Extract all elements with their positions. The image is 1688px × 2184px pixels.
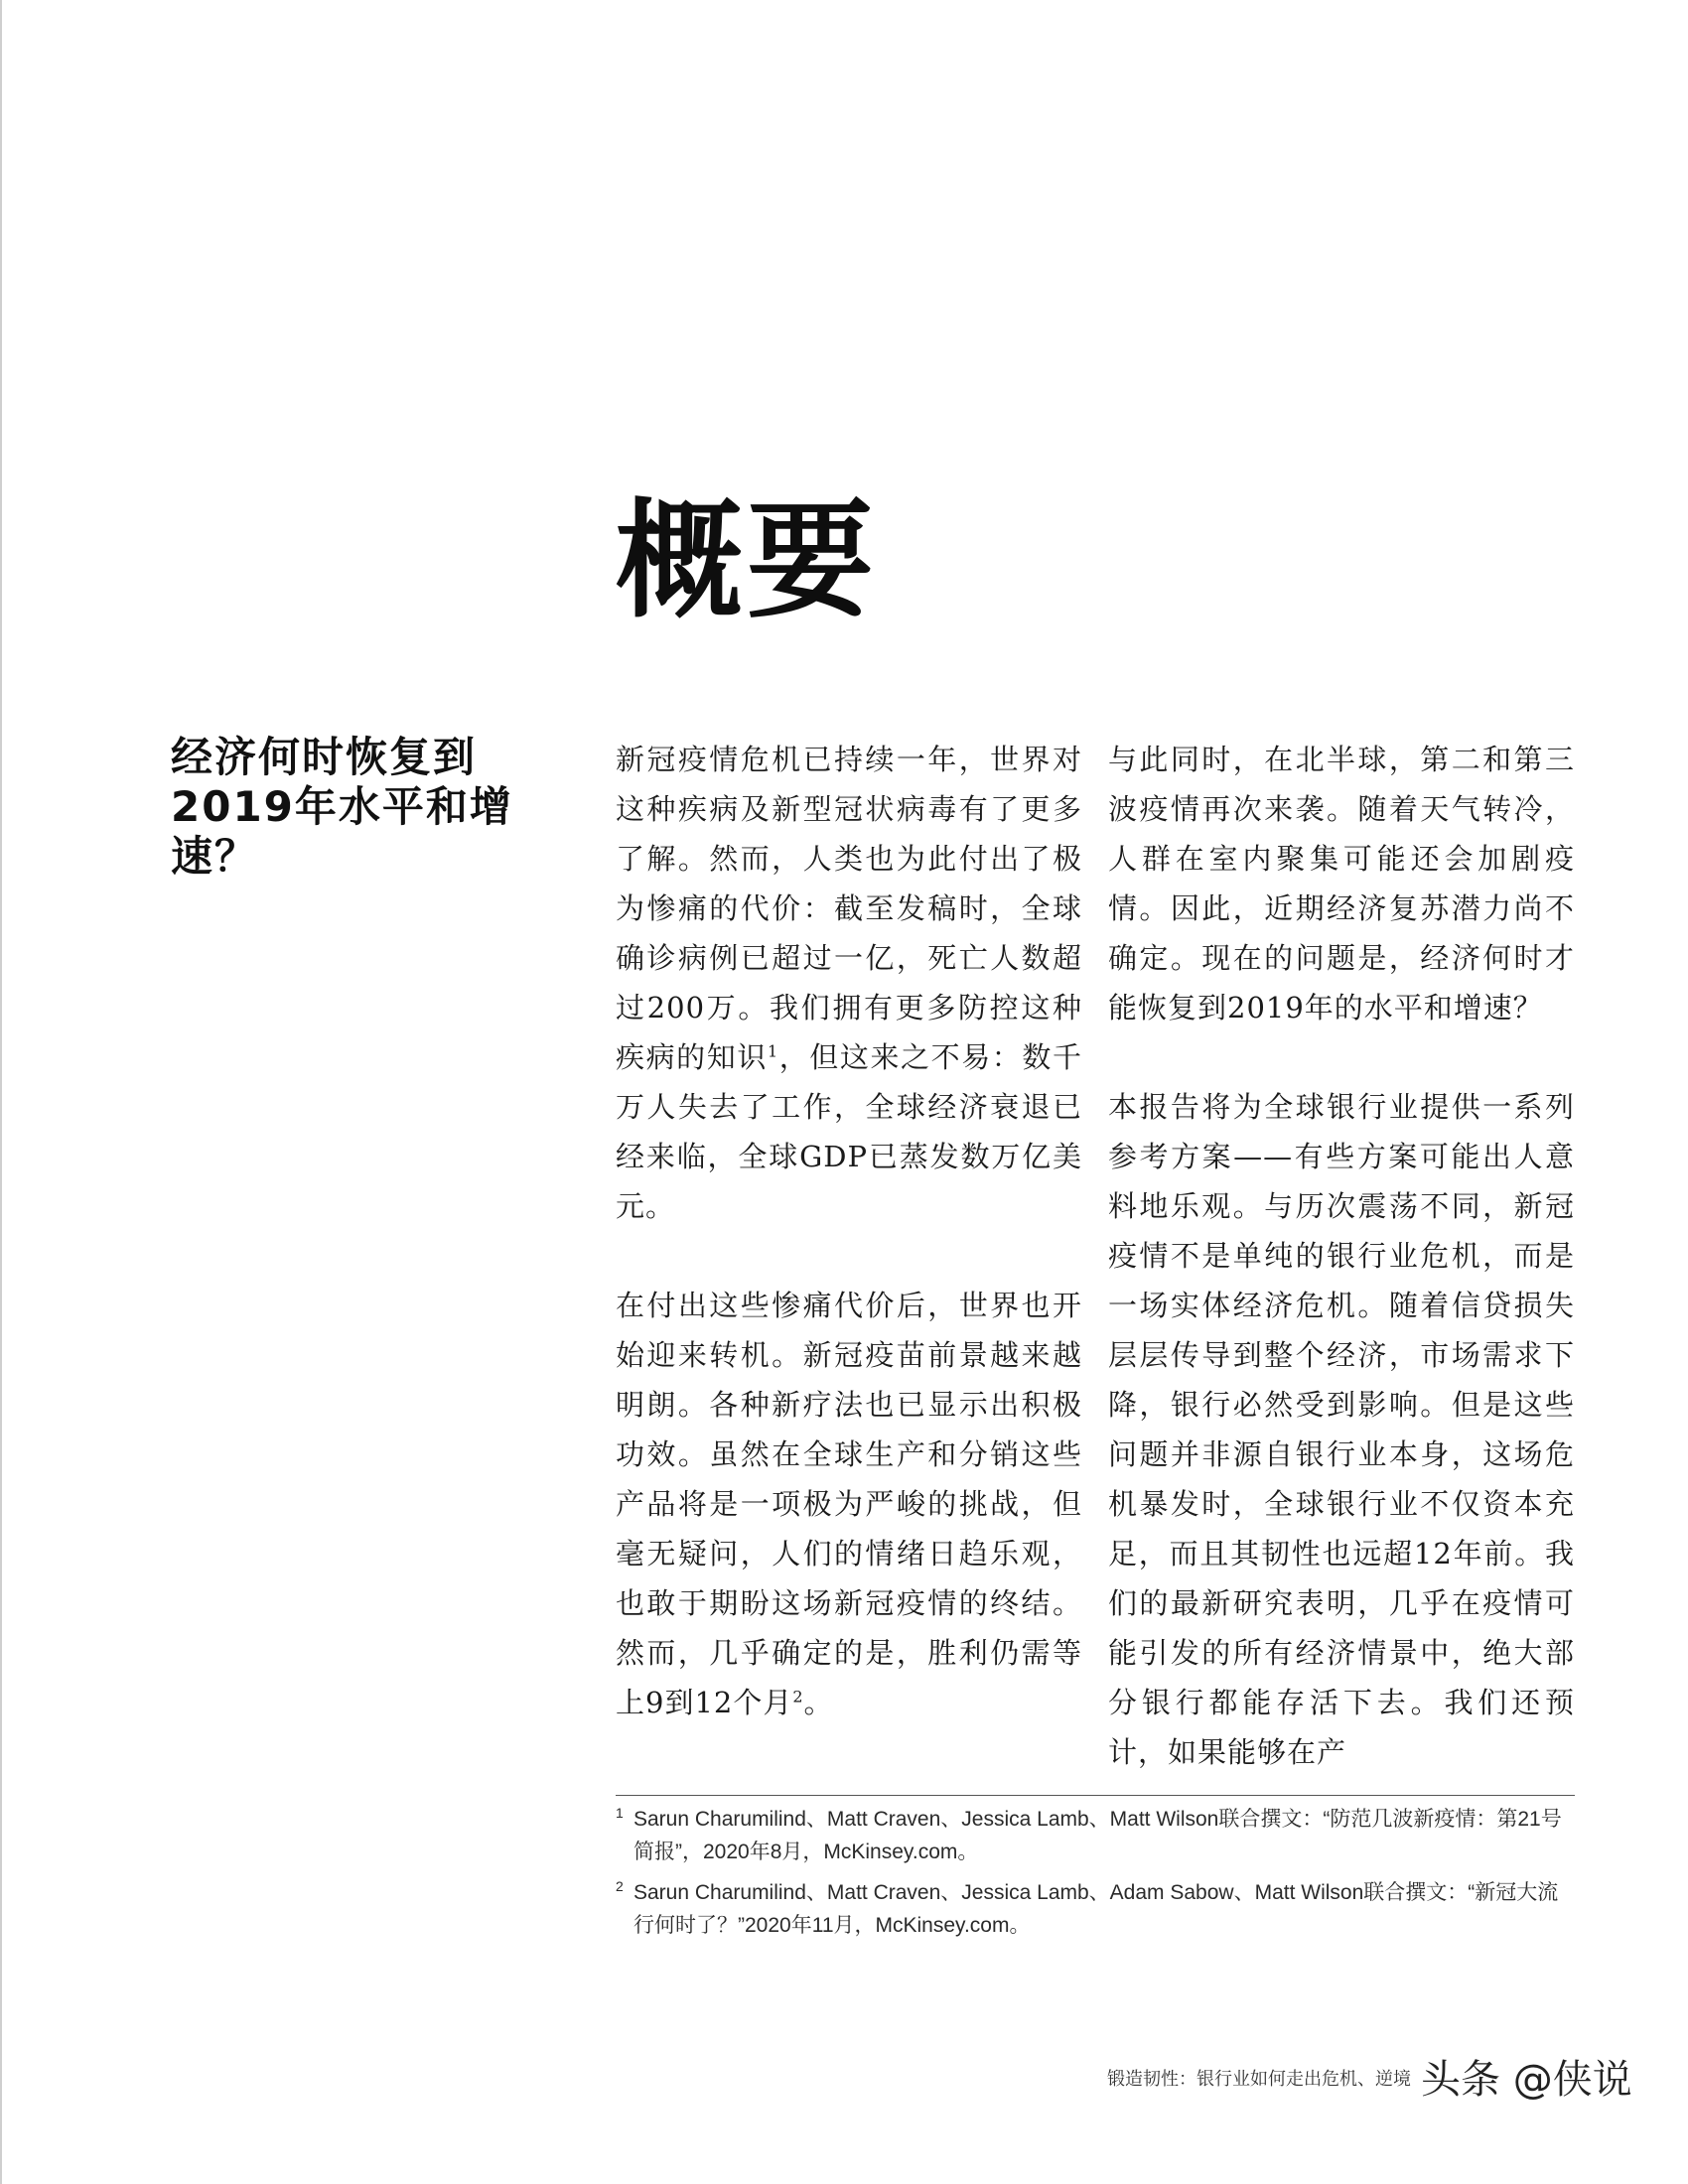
watermark: 头条 @侠说	[1415, 2048, 1638, 2105]
page-title: 概要	[616, 486, 879, 635]
running-footer: 锻造韧性：银行业如何走出危机、逆境	[1107, 2069, 1411, 2090]
footnotes	[616, 1803, 1575, 1950]
paragraph: 在付出这些惨痛代价后，世界也开始迎来转机。新冠疫苗前景越来越明朗。各种新疗法也已显示出积极功效。虽然在全球生产和分销这些产品将是一项极为严峻的挑战，但毫无疑问，人们的情绪日趋乐观，也敢于期盼这场新冠疫情的终结。然而，几乎确定的是，胜利仍需等上9到12个月$^2$。	[616, 1289, 1082, 1719]
footnote-text: Sarun Charumilind、Matt Craven、Jessica Lamb、Adam Sabow、Matt Wilson联合撰文：“新冠大流行何时了？”2020年11月，McKinsey.com。	[633, 1881, 1559, 1937]
body-column-2	[1108, 735, 1575, 1827]
page-edge-rule	[0, 0, 2, 2184]
section-question: 经济何时恢复到2019年水平和增速？	[171, 733, 513, 881]
footnote-text: Sarun Charumilind、Matt Craven、Jessica Lamb、Matt Wilson联合撰文：“防范几波新疫情：第21号简报”，2020年8月，McKinsey.com。	[633, 1808, 1562, 1863]
body-column-1	[616, 735, 1082, 1777]
paragraph: 本报告将为全球银行业提供一系列参考方案——有些方案可能出人意料地乐观。与历次震荡不同，新冠疫情不是单纯的银行业危机，而是一场实体经济危机。随着信贷损失层层传导到整个经济，市场需求下降，银行必然受到影响。但是这些问题并非源自银行业本身，这场危机暴发时，全球银行业不仅资本充足，而且其韧性也远超12年前。我们的最新研究表明，几乎在疫情可能引发的所有经济情景中，绝大部分银行都能存活下去。我们还预计，如果能够在产	[1108, 1090, 1575, 1769]
footnote-1	[616, 1803, 1575, 1868]
paragraph: 与此同时，在北半球，第二和第三波疫情再次来袭。随着天气转冷，人群在室内聚集可能还会加剧疫情。因此，近期经济复苏潜力尚不确定。现在的问题是，经济何时才能恢复到2019年的水平和增速？	[1108, 743, 1575, 1024]
paragraph: 新冠疫情危机已持续一年，世界对这种疾病及新型冠状病毒有了更多了解。然而，人类也为此付出了极为惨痛的代价：截至发稿时，全球确诊病例已超过一亿，死亡人数超过200万。我们拥有更多防控这种疾病的知识$^1$，但这来之不易：数千万人失去了工作，全球经济衰退已经来临，全球GDP已蒸发数万亿美元。	[616, 743, 1082, 1223]
footnote-2	[616, 1876, 1575, 1942]
footnote-ref-2[interactable]: 2	[792, 1687, 804, 1706]
footnote-number: 2	[616, 1878, 624, 1894]
footnote-divider	[616, 1795, 1575, 1796]
footnote-ref-1[interactable]: 1	[767, 1041, 779, 1061]
footnote-number: 1	[616, 1805, 624, 1821]
